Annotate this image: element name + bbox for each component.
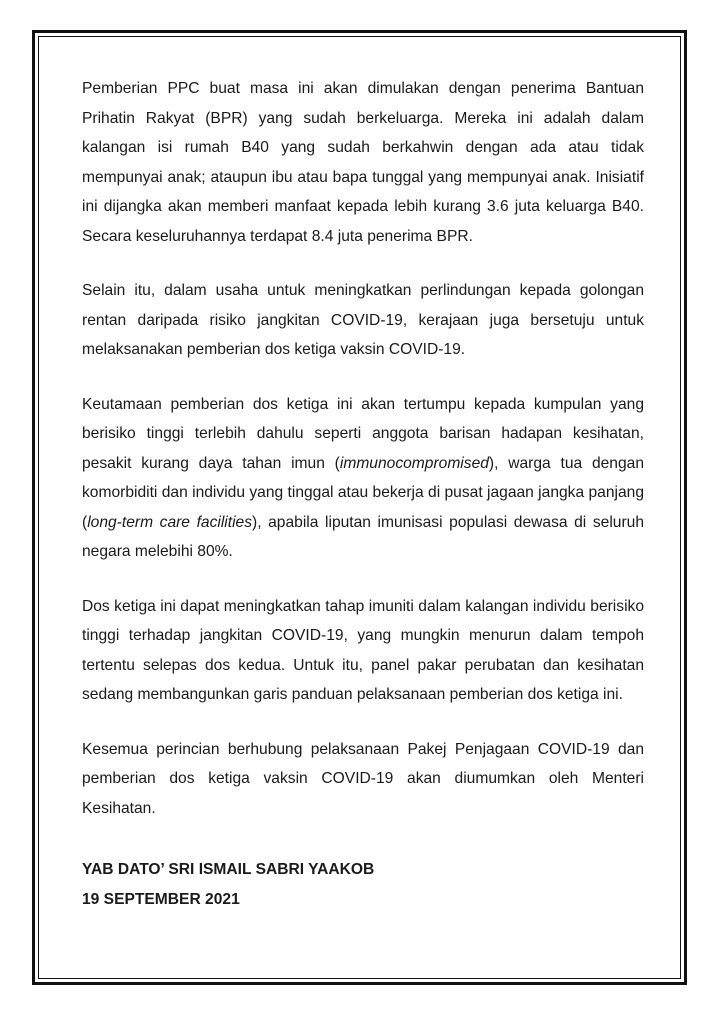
- signatory-name: YAB DATO’ SRI ISMAIL SABRI YAAKOB: [82, 861, 375, 878]
- priority-text-part3: ), apabila liputan imunisasi populasi dewasa di seluruh negara melebihi 80%.: [82, 513, 644, 560]
- priority-text-part2: ), warga tua dengan komorbiditi dan individu yang tinggal atau bekerja di pusat jagaan jangka panjang (: [82, 454, 644, 531]
- document-body: [82, 74, 644, 914]
- paragraph-ppc-bpr: Pemberian PPC buat masa ini akan dimulakan dengan penerima Bantuan Prihatin Rakyat (BPR) yang sudah berkeluarga. Mereka ini adalah dalam kalangan isi rumah B40 yang sudah berkahwin dengan ada atau tidak mempunyai anak; ataupun ibu atau bapa tunggal yang mempunyai anak. Inisiatif ini dijangka akan memberi manfaat kepada lebih kurang 3.6 juta keluarga B40. Secara keseluruhannya terdapat 8.4 juta penerima BPR.: [82, 80, 644, 245]
- signature-date: 19 SEPTEMBER 2021: [82, 890, 240, 908]
- signature-block: [82, 855, 644, 914]
- immunocompromised-term: immunocompromised: [339, 454, 489, 472]
- paragraph-priority-groups: [82, 390, 644, 567]
- paragraph-immunity: Dos ketiga ini dapat meningkatkan tahap imuniti dalam kalangan individu berisiko tinggi terhadap jangkitan COVID-19, yang mungkin menurun dalam tempoh tertentu selepas dos kedua. Untuk itu, panel pakar perubatan dan kesihatan sedang membangunkan garis panduan pelaksanaan pemberian dos ketiga ini.: [82, 597, 644, 703]
- paragraph-announcement: Kesemua perincian berhubung pelaksanaan Pakej Penjagaan COVID-19 dan pemberian dos ketiga vaksin COVID-19 akan diumumkan oleh Menteri Kesihatan.: [82, 740, 644, 817]
- long-term-care-term: long-term care facilities: [87, 513, 253, 531]
- priority-text-part1: Keutamaan pemberian dos ketiga ini akan tertumpu kepada kumpulan yang berisiko tinggi terlebih dahulu seperti anggota barisan hadapan kesihatan, pesakit kurang daya tahan imun (: [82, 395, 644, 472]
- paragraph-third-dose: Selain itu, dalam usaha untuk meningkatkan perlindungan kepada golongan rentan daripada risiko jangkitan COVID-19, kerajaan juga bersetuju untuk melaksanakan pemberian dos ketiga vaksin COVID-19.: [82, 282, 644, 358]
